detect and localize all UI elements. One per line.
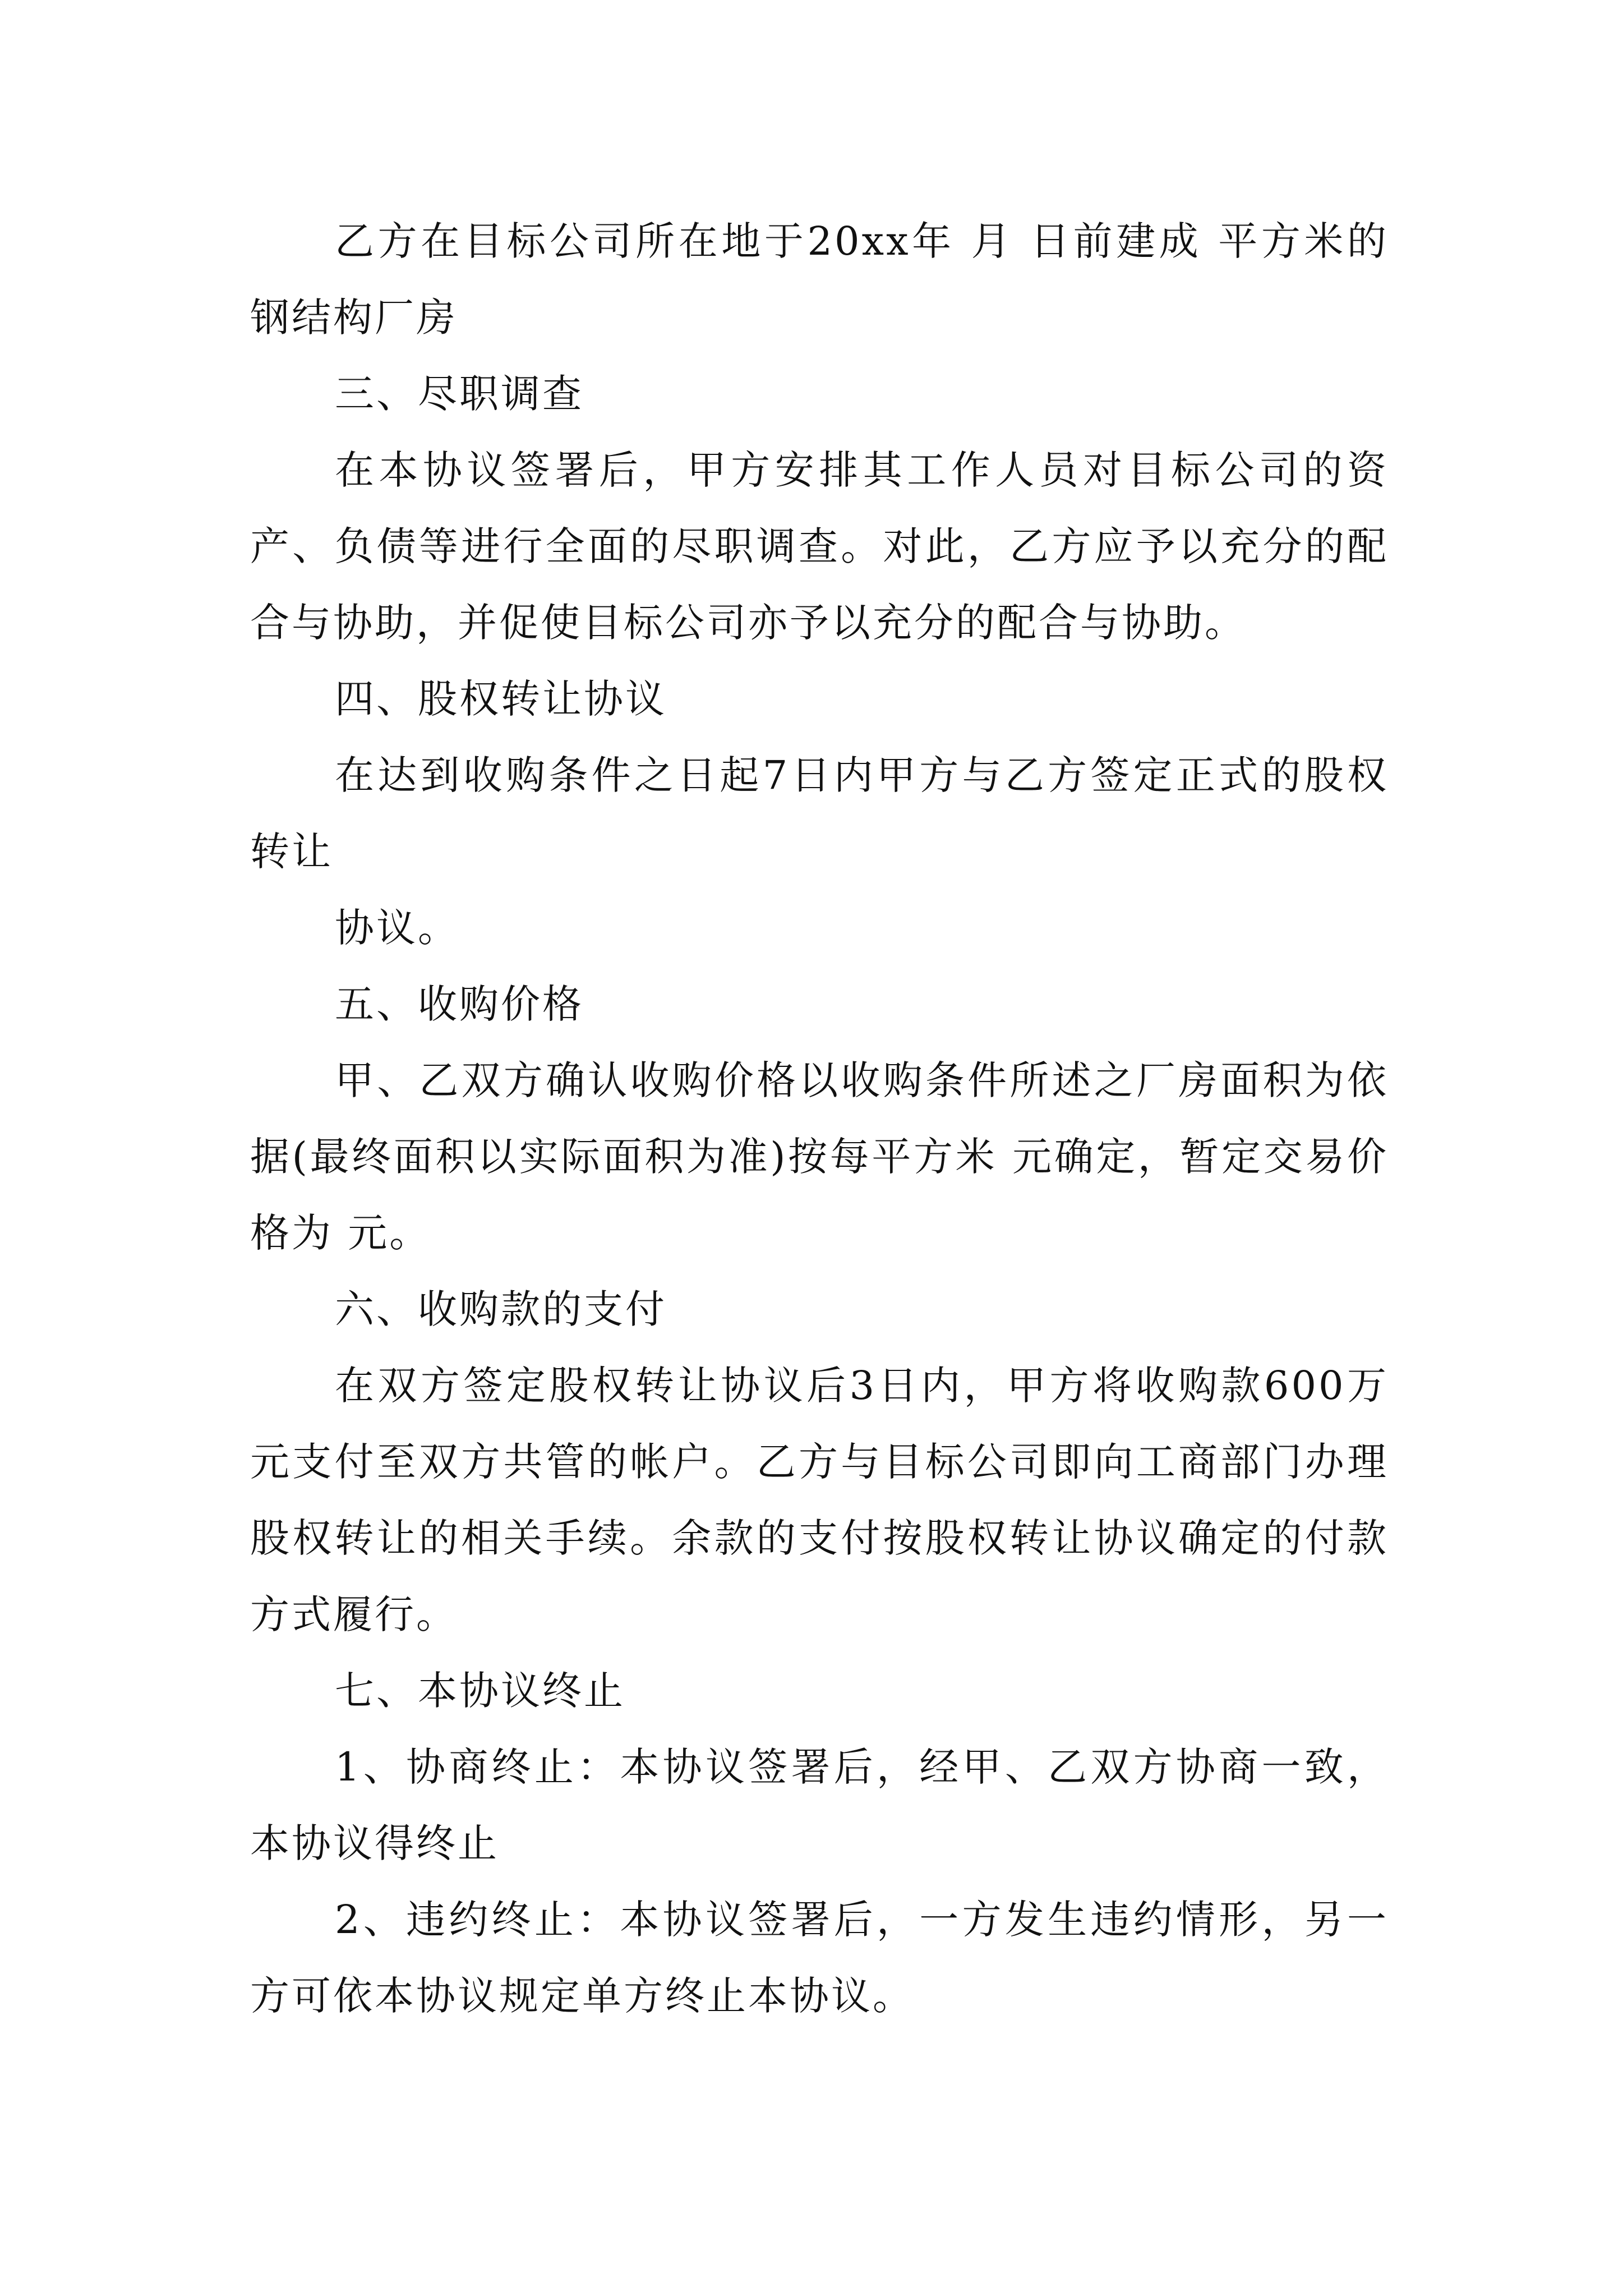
- paragraph-factory-construction: 乙方在目标公司所在地于20xx年 月 日前建成 平方米的钢结构厂房: [250, 218, 1389, 341]
- document-body: [250, 203, 1389, 2034]
- paragraph-equity-transfer: 在达到收购条件之日起7日内甲方与乙方签定正式的股权转让: [250, 752, 1389, 875]
- section-heading-termination: 七、本协议终止: [335, 1668, 625, 1714]
- paragraph-termination-negotiated: 1、协商终止：本协议签署后，经甲、乙双方协商一致，本协议得终止: [250, 1744, 1389, 1866]
- section-heading-purchase-price: 五、收购价格: [335, 981, 584, 1027]
- paragraph-due-diligence: 在本协议签署后，甲方安排其工作人员对目标公司的资产、负债等进行全面的尽职调查。对此，乙方应予以充分的配合与协助，并促使目标公司亦予以充分的配合与协助。: [250, 447, 1389, 646]
- paragraph-termination-breach: 2、违约终止：本协议签署后，一方发生违约情形，另一方可依本协议规定单方终止本协议。: [250, 1897, 1389, 2019]
- paragraph-payment: 在双方签定股权转让协议后3日内，甲方将收购款600万元支付至双方共管的帐户。乙方与目标公司即向工商部门办理股权转让的相关手续。余款的支付按股权转让协议确定的付款方式履行。: [250, 1363, 1389, 1637]
- section-heading-payment: 六、收购款的支付: [335, 1286, 667, 1332]
- paragraph-equity-transfer-continued: 协议。: [335, 905, 459, 951]
- section-heading-equity-transfer: 四、股权转让协议: [335, 676, 667, 722]
- paragraph-purchase-price: 甲、乙双方确认收购价格以收购条件所述之厂房面积为依据(最终面积以实际面积为准)按每平方米 元确定，暂定交易价格为 元。: [250, 1057, 1389, 1256]
- section-heading-due-diligence: 三、尽职调查: [335, 371, 584, 417]
